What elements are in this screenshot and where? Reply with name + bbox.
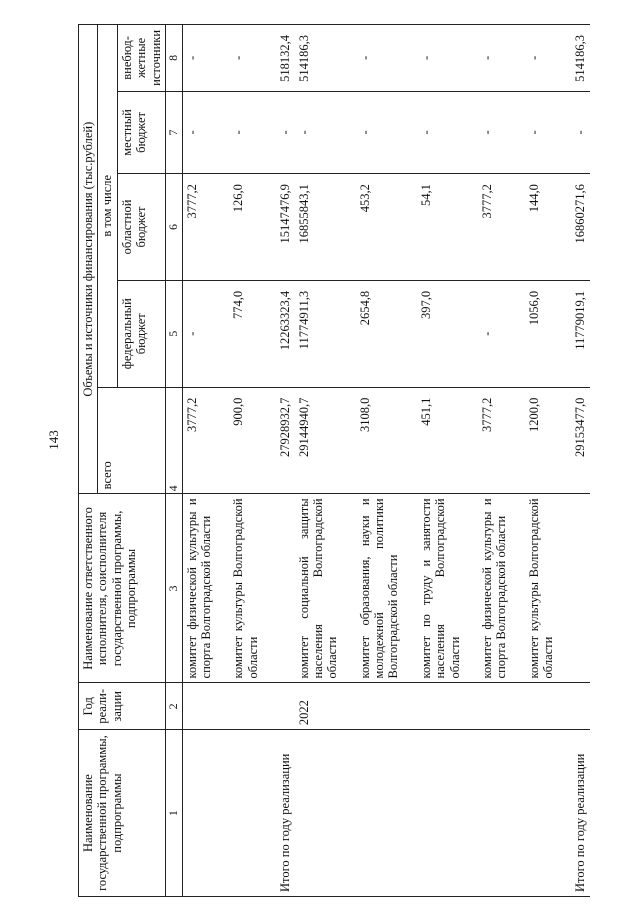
col-number: 5 [165, 280, 182, 387]
table-row [571, 25, 589, 897]
local-cell: - [525, 91, 558, 173]
col-number: 3 [165, 494, 182, 683]
table-row [276, 25, 294, 897]
header-federal: федеральный бюджет [117, 280, 165, 387]
col-number: 4 [165, 387, 182, 494]
table-row [356, 25, 403, 897]
local-cell: - [276, 91, 294, 173]
program-cell: Итого по году реализации [571, 730, 589, 897]
year-cell [571, 683, 589, 730]
table-row [525, 25, 558, 897]
federal-cell: 397,0 [417, 280, 464, 387]
program-cell [417, 730, 464, 897]
program-cell [295, 730, 342, 897]
federal-cell: 774,0 [229, 280, 262, 387]
federal-cell: - [478, 280, 511, 387]
year-cell [478, 683, 511, 730]
local-cell: - [356, 91, 403, 173]
table-row [295, 25, 342, 897]
regional-cell: 16855843,1 [295, 174, 342, 281]
local-cell: - [417, 91, 464, 173]
table-row [478, 25, 511, 897]
federal-cell: 2654,8 [356, 280, 403, 387]
regional-cell: 3777,2 [478, 174, 511, 281]
program-cell [356, 730, 403, 897]
extra-cell: - [182, 25, 215, 92]
total-cell: 1200,0 [525, 387, 558, 494]
table-row [417, 25, 464, 897]
year-cell [276, 683, 294, 730]
col-number: 1 [165, 730, 182, 897]
year-cell [229, 683, 262, 730]
total-cell: 3777,2 [182, 387, 215, 494]
col-number: 7 [165, 91, 182, 173]
program-cell [182, 730, 215, 897]
extra-cell: - [417, 25, 464, 92]
total-cell: 3108,0 [356, 387, 403, 494]
extra-cell: - [525, 25, 558, 92]
program-cell: Итого по году реализации [276, 730, 294, 897]
program-cell [525, 730, 558, 897]
page-number: 143 [45, 430, 61, 450]
regional-cell: 54,1 [417, 174, 464, 281]
program-cell [478, 730, 511, 897]
table-row [229, 25, 262, 897]
col-number: 2 [165, 683, 182, 730]
executor-cell: комитет социальной защиты населения Волгоградской области [295, 494, 342, 683]
federal-cell: 1056,0 [525, 280, 558, 387]
header-program-name: Наименование государственной программы, подпрограммы [79, 730, 166, 897]
extra-cell: 518132,4 [276, 25, 294, 92]
federal-cell: 11774911,3 [295, 280, 342, 387]
local-cell: - [478, 91, 511, 173]
header-total: всего [98, 387, 166, 494]
total-cell: 27928932,7 [276, 387, 294, 494]
local-cell: - [571, 91, 589, 173]
extra-cell: - [478, 25, 511, 92]
program-cell [229, 730, 262, 897]
regional-cell: 126,0 [229, 174, 262, 281]
header-year: Год реали-зации [79, 683, 166, 730]
executor-cell: комитет культуры Волгоградской области [525, 494, 558, 683]
regional-cell: 144,0 [525, 174, 558, 281]
regional-cell: 15147476,9 [276, 174, 294, 281]
local-cell: - [182, 91, 215, 173]
local-cell: - [229, 91, 262, 173]
total-cell: 29153477,0 [571, 387, 589, 494]
header-local: местный бюджет [117, 91, 165, 173]
year-cell [182, 683, 215, 730]
financing-table [78, 24, 590, 897]
total-cell: 900,0 [229, 387, 262, 494]
header-volumes: Объемы и источники финансирования (тыс.рублей) [79, 25, 98, 494]
extra-cell: 514186,3 [295, 25, 342, 92]
executor-cell: комитет физической культуры и спорта Волгоградской области [182, 494, 215, 683]
total-cell: 29144940,7 [295, 387, 342, 494]
local-cell: - [295, 91, 342, 173]
federal-cell: - [182, 280, 215, 387]
regional-cell: 453,2 [356, 174, 403, 281]
regional-cell: 3777,2 [182, 174, 215, 281]
extra-cell: - [229, 25, 262, 92]
total-cell: 3777,2 [478, 387, 511, 494]
executor-cell: комитет физической культуры и спорта Волгоградской области [478, 494, 511, 683]
executor-cell [571, 494, 589, 683]
header-executor: Наименование ответственного исполнителя, соисполнителя государственной программы, подпрограммы [79, 494, 166, 683]
year-cell [356, 683, 403, 730]
extra-cell: 514186,3 [571, 25, 589, 92]
header-including: в том числе [98, 25, 117, 388]
col-number: 6 [165, 174, 182, 281]
executor-cell: комитет по труду и занятости населения Волгоградской области [417, 494, 464, 683]
federal-cell: 11779019,1 [571, 280, 589, 387]
header-extra: внебюд-жетные источники [117, 25, 165, 92]
total-cell: 451,1 [417, 387, 464, 494]
executor-cell: комитет культуры Волгоградской области [229, 494, 262, 683]
executor-cell: комитет образования, науки и молодежной политики Волгоградской области [356, 494, 403, 683]
regional-cell: 16860271,6 [571, 174, 589, 281]
year-cell [525, 683, 558, 730]
extra-cell: - [356, 25, 403, 92]
header-regional: областной бюджет [117, 174, 165, 281]
year-cell: 2022 [295, 683, 342, 730]
col-number: 8 [165, 25, 182, 92]
year-cell [417, 683, 464, 730]
federal-cell: 12263323,4 [276, 280, 294, 387]
executor-cell [276, 494, 294, 683]
table-row [182, 25, 215, 897]
